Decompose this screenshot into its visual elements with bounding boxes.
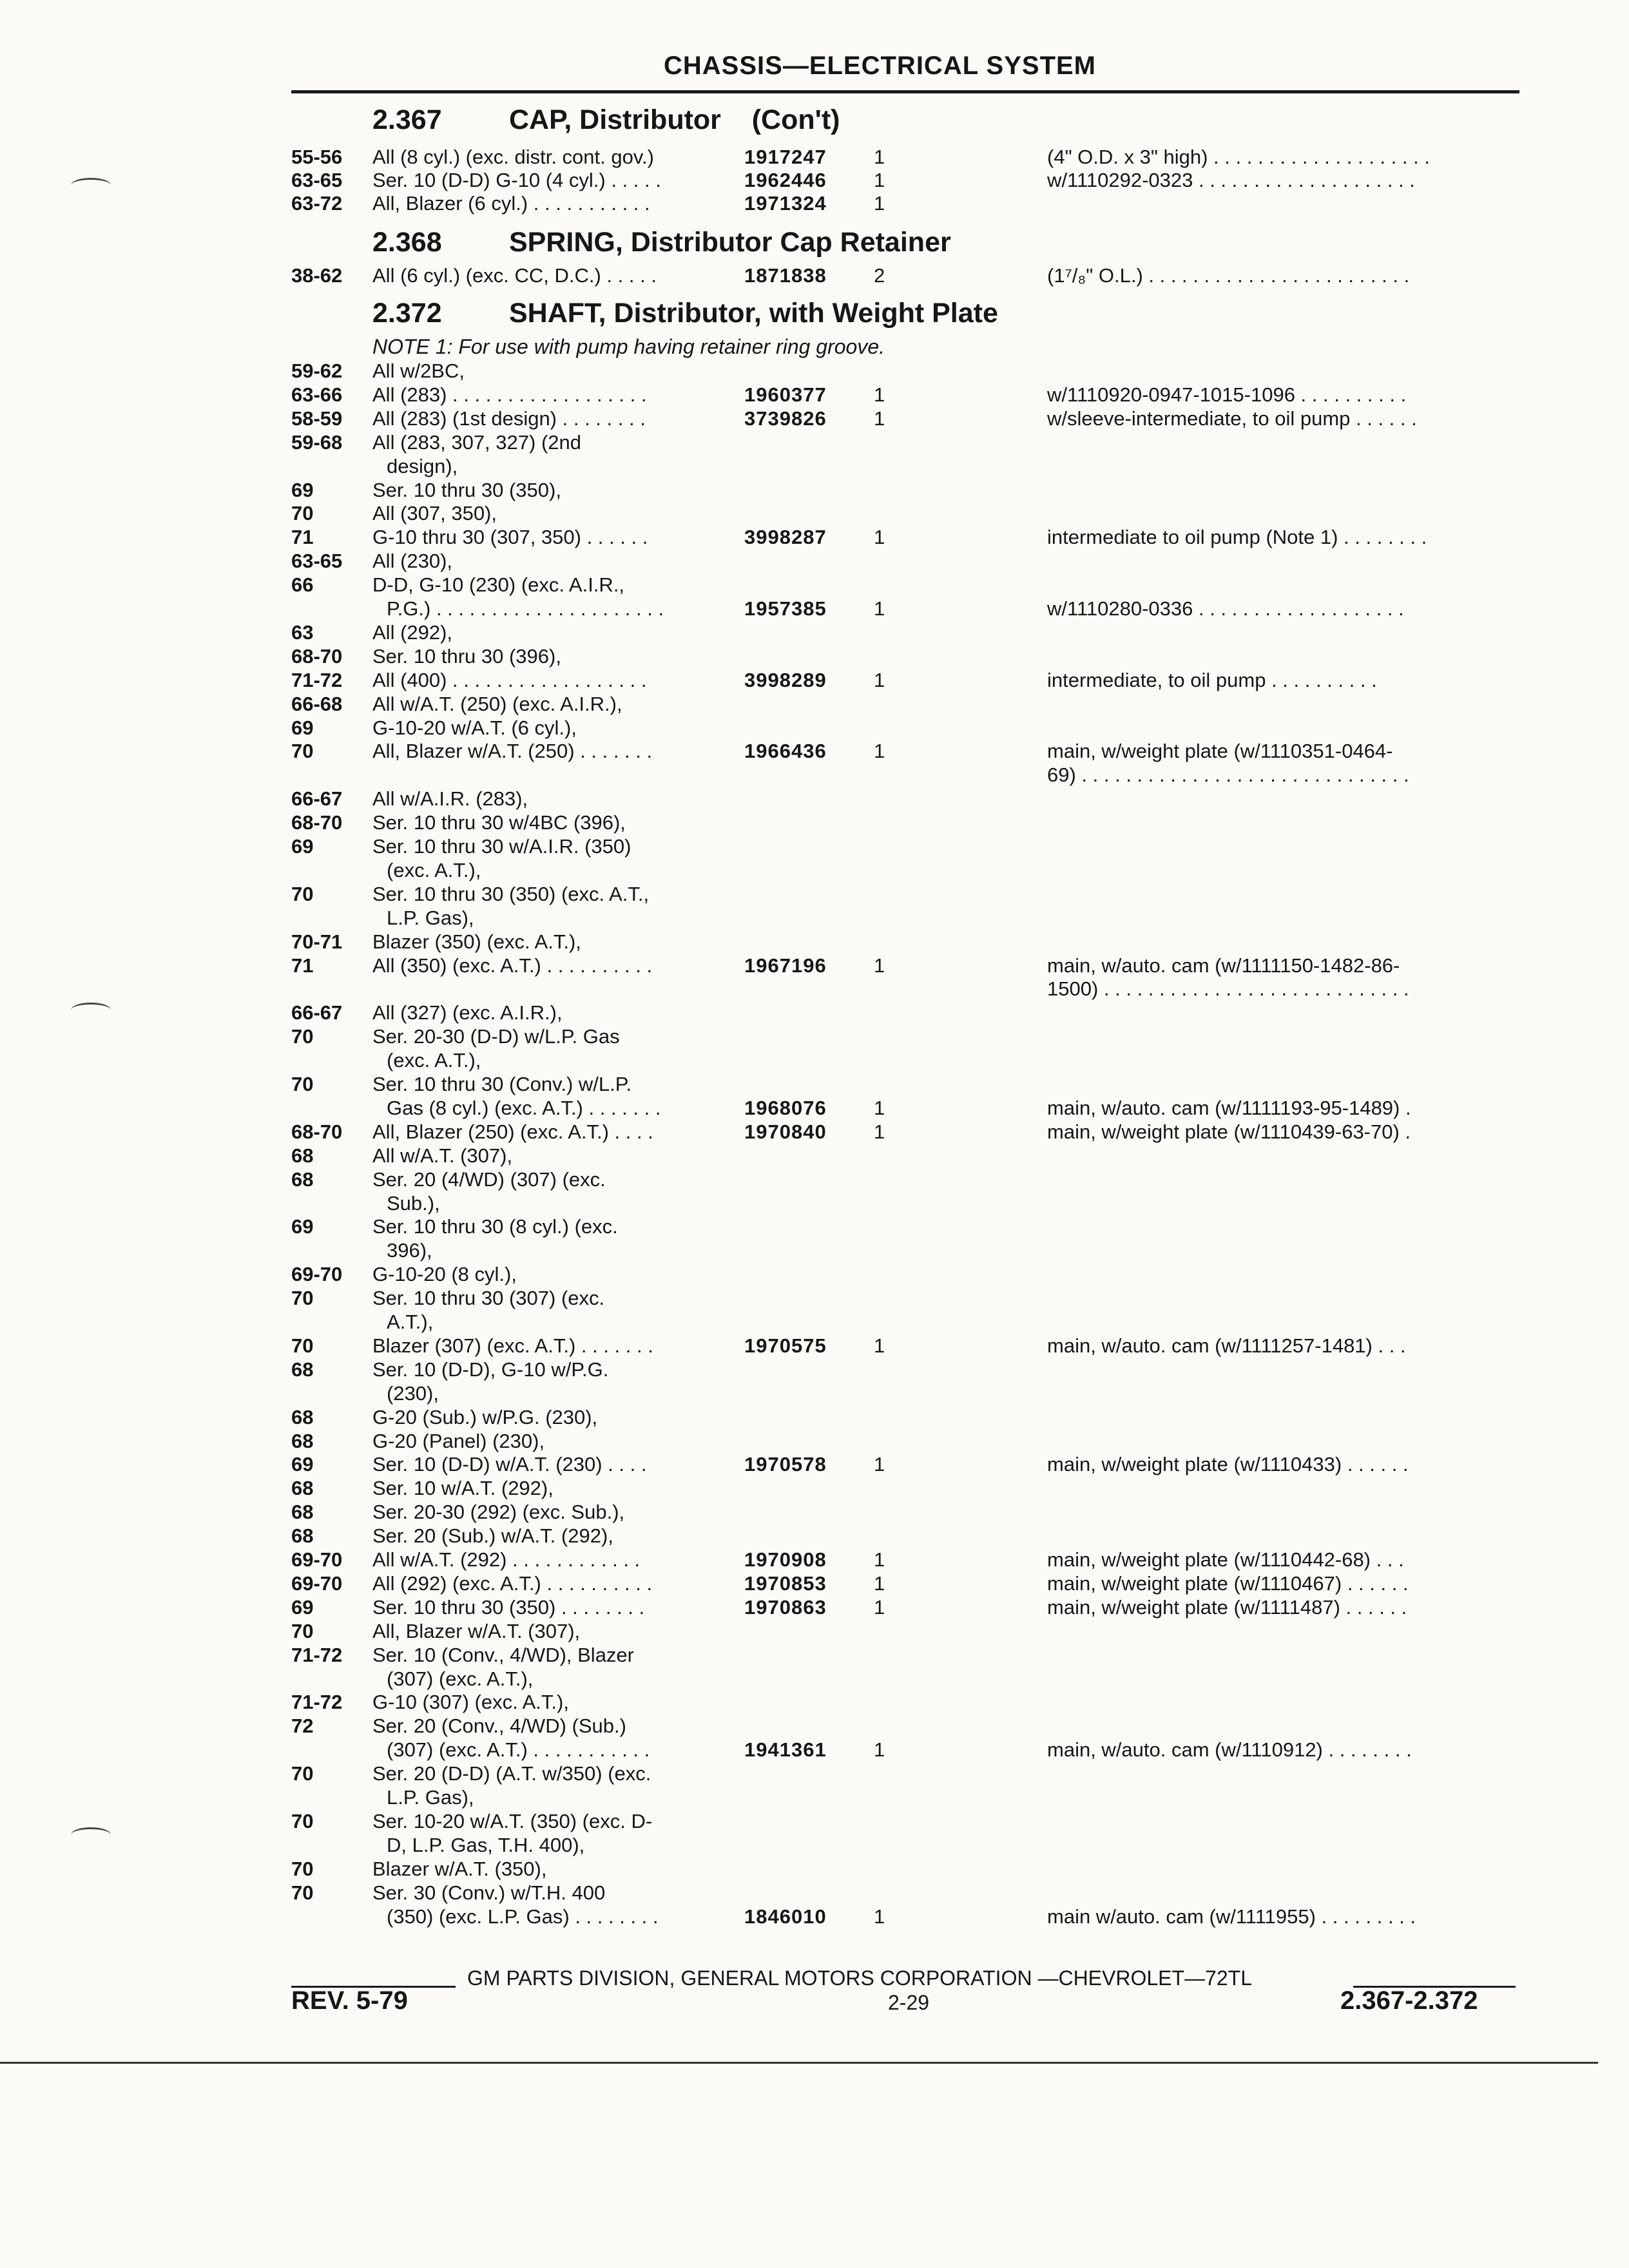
model-years: 71 bbox=[291, 954, 314, 977]
table-row bbox=[0, 1834, 1629, 1857]
description: main, w/auto. cam (w/1111193-95-1489) . bbox=[1047, 1096, 1411, 1119]
model-years: 58-59 bbox=[291, 407, 343, 430]
application: Ser. 10 thru 30 (350) (exc. A.T., bbox=[372, 882, 650, 905]
table-row bbox=[0, 192, 1629, 215]
quantity: 1 bbox=[874, 1905, 885, 1928]
application: All (283, 307, 327) (2nd bbox=[372, 430, 581, 454]
table-row bbox=[0, 1524, 1629, 1548]
table-row bbox=[0, 1715, 1629, 1738]
table-row bbox=[0, 954, 1629, 977]
description: 1500) . . . . . . . . . . . . . . . . . . . . . . . . . . . . bbox=[1047, 977, 1409, 1001]
table-row bbox=[0, 1382, 1629, 1405]
model-years: 69-70 bbox=[291, 1571, 343, 1595]
model-years: 69 bbox=[291, 1215, 314, 1238]
table-row bbox=[0, 1453, 1629, 1476]
model-years: 59-62 bbox=[291, 360, 343, 382]
application: All (292) (exc. A.T.) . . . . . . . . . . bbox=[372, 1571, 653, 1595]
application: (307) (exc. A.T.), bbox=[387, 1667, 534, 1690]
quantity: 1 bbox=[874, 146, 885, 168]
table-row bbox=[0, 455, 1629, 478]
application: Ser. 10-20 w/A.T. (350) (exc. D- bbox=[372, 1809, 653, 1832]
quantity: 1 bbox=[874, 1453, 885, 1476]
application: All w/2BC, bbox=[372, 360, 465, 382]
application: All w/A.T. (292) . . . . . . . . . . . . bbox=[372, 1548, 641, 1571]
page-header-title: CHASSIS—ELECTRICAL SYSTEM bbox=[664, 52, 1096, 80]
model-years: 70 bbox=[291, 1762, 314, 1785]
model-years: 63 bbox=[291, 620, 314, 644]
application: Sub.), bbox=[387, 1191, 440, 1215]
quantity: 1 bbox=[874, 526, 885, 549]
application: G-10-20 (8 cyl.), bbox=[372, 1263, 517, 1286]
description: w/1110280-0336 . . . . . . . . . . . . . . . . . . . bbox=[1047, 597, 1404, 620]
quantity: 1 bbox=[874, 1120, 885, 1143]
description: 69) . . . . . . . . . . . . . . . . . . . . . . . . . . . . . . bbox=[1047, 764, 1409, 787]
table-row bbox=[0, 1905, 1629, 1928]
table-row bbox=[0, 573, 1629, 597]
application: Ser. 10 (D-D), G-10 w/P.G. bbox=[372, 1358, 609, 1381]
model-years: 68 bbox=[291, 1429, 314, 1452]
model-years: 69 bbox=[291, 716, 314, 739]
table-row bbox=[0, 1620, 1629, 1643]
part-number: 1970908 bbox=[744, 1548, 827, 1571]
application: All (283) (1st design) . . . . . . . . bbox=[372, 407, 646, 430]
application: Ser. 10 (D-D) G-10 (4 cyl.) . . . . . bbox=[372, 169, 661, 191]
table-row bbox=[0, 1810, 1629, 1833]
application: All w/A.T. (307), bbox=[372, 1144, 513, 1167]
table-row bbox=[0, 1477, 1629, 1500]
model-years: 59-68 bbox=[291, 430, 343, 454]
description: main, w/auto. cam (w/1111150-1482-86- bbox=[1047, 954, 1400, 977]
application: Ser. 20 (4/WD) (307) (exc. bbox=[372, 1168, 606, 1191]
application: (exc. A.T.), bbox=[387, 1049, 481, 1072]
part-number: 1962446 bbox=[744, 169, 827, 191]
application: A.T.), bbox=[387, 1311, 434, 1333]
part-number: 1871838 bbox=[744, 264, 827, 287]
application: Ser. 10 thru 30 w/A.I.R. (350) bbox=[372, 835, 631, 858]
application: Ser. 10 thru 30 (350) . . . . . . . . bbox=[372, 1595, 645, 1619]
model-years: 69 bbox=[291, 1453, 314, 1476]
model-years: 63-65 bbox=[291, 550, 343, 573]
quantity: 1 bbox=[874, 740, 885, 763]
part-number: 1846010 bbox=[744, 1905, 827, 1928]
application: Ser. 10 thru 30 w/4BC (396), bbox=[372, 811, 626, 834]
model-years: 63-72 bbox=[291, 192, 343, 215]
model-years: 70 bbox=[291, 1809, 314, 1832]
table-row bbox=[0, 1881, 1629, 1905]
description: (4" O.D. x 3" high) . . . . . . . . . . . . . . . . . . . . bbox=[1047, 146, 1430, 168]
part-number: 1966436 bbox=[744, 740, 827, 763]
part-number: 3998287 bbox=[744, 526, 827, 549]
table-row bbox=[0, 1358, 1629, 1381]
table-row bbox=[0, 1049, 1629, 1072]
part-number: 1971324 bbox=[744, 192, 827, 215]
application: All (350) (exc. A.T.) . . . . . . . . . . bbox=[372, 954, 653, 977]
table-row bbox=[0, 1025, 1629, 1048]
table-row bbox=[0, 977, 1629, 1001]
punch-hole-mark bbox=[71, 1827, 111, 1842]
application: G-20 (Sub.) w/P.G. (230), bbox=[372, 1405, 598, 1428]
part-number: 1970840 bbox=[744, 1120, 827, 1143]
model-years: 66-67 bbox=[291, 1001, 343, 1024]
model-years: 70 bbox=[291, 1287, 314, 1310]
section-title: SHAFT, Distributor, with Weight Plate bbox=[509, 298, 998, 329]
model-years: 70 bbox=[291, 502, 314, 525]
description: intermediate to oil pump (Note 1) . . . . . . . . bbox=[1047, 526, 1427, 549]
bottom-rule bbox=[0, 2062, 1598, 2064]
revision-label: REV. 5-79 bbox=[291, 1986, 408, 2015]
table-row bbox=[0, 930, 1629, 954]
table-row bbox=[0, 526, 1629, 549]
application: Ser. 10 (Conv., 4/WD), Blazer bbox=[372, 1643, 634, 1666]
application: G-10 (307) (exc. A.T.), bbox=[372, 1691, 569, 1714]
table-row bbox=[0, 1406, 1629, 1429]
section-title: SPRING, Distributor Cap Retainer bbox=[509, 227, 951, 258]
table-row bbox=[0, 1001, 1629, 1024]
table-row bbox=[0, 1287, 1629, 1310]
table-row bbox=[0, 1144, 1629, 1168]
table-row bbox=[0, 1239, 1629, 1262]
application: Blazer (350) (exc. A.T.), bbox=[372, 930, 581, 953]
table-row bbox=[0, 597, 1629, 620]
application: Gas (8 cyl.) (exc. A.T.) . . . . . . . bbox=[387, 1096, 661, 1119]
model-years: 69-70 bbox=[291, 1548, 343, 1571]
application: P.G.) . . . . . . . . . . . . . . . . . . . . . bbox=[387, 597, 664, 620]
part-number: 1917247 bbox=[744, 146, 827, 168]
application: 396), bbox=[387, 1239, 432, 1262]
model-years: 68 bbox=[291, 1405, 314, 1428]
model-years: 66-67 bbox=[291, 787, 343, 811]
table-row bbox=[0, 1667, 1629, 1691]
section-number: 2.368 bbox=[372, 227, 442, 258]
description: w/sleeve-intermediate, to oil pump . . . . . . bbox=[1047, 407, 1417, 430]
description: main, w/weight plate (w/1111487) . . . . . . bbox=[1047, 1595, 1407, 1619]
table-row bbox=[0, 716, 1629, 740]
model-years: 68 bbox=[291, 1477, 314, 1500]
model-years: 68 bbox=[291, 1168, 314, 1191]
application: Ser. 10 thru 30 (307) (exc. bbox=[372, 1287, 605, 1310]
application: All (6 cyl.) (exc. CC, D.C.) . . . . . bbox=[372, 264, 657, 287]
note-1: NOTE 1: For use with pump having retainer ring groove. bbox=[372, 335, 885, 358]
punch-hole-mark bbox=[71, 178, 111, 193]
model-years: 68 bbox=[291, 1144, 314, 1167]
model-years: 63-65 bbox=[291, 169, 343, 191]
table-row bbox=[0, 1548, 1629, 1571]
application: Ser. 30 (Conv.) w/T.H. 400 bbox=[372, 1881, 606, 1904]
application: All w/A.T. (250) (exc. A.I.R.), bbox=[372, 692, 622, 715]
model-years: 71-72 bbox=[291, 668, 343, 691]
part-number: 1957385 bbox=[744, 597, 827, 620]
quantity: 1 bbox=[874, 169, 885, 191]
application: Ser. 10 thru 30 (8 cyl.) (exc. bbox=[372, 1215, 618, 1238]
description: main, w/auto. cam (w/1110912) . . . . . . . . bbox=[1047, 1738, 1412, 1762]
application: G-10-20 w/A.T. (6 cyl.), bbox=[372, 716, 577, 739]
table-row bbox=[0, 169, 1629, 192]
table-row bbox=[0, 1596, 1629, 1619]
section-range: 2.367-2.372 bbox=[1340, 1986, 1478, 2015]
model-years: 71 bbox=[291, 526, 314, 549]
table-row bbox=[0, 1311, 1629, 1334]
table-row bbox=[0, 479, 1629, 502]
application: Ser. 20 (D-D) (A.T. w/350) (exc. bbox=[372, 1762, 651, 1785]
model-years: 69 bbox=[291, 1595, 314, 1619]
application: All (292), bbox=[372, 620, 453, 644]
model-years: 71-72 bbox=[291, 1691, 343, 1714]
model-years: 70 bbox=[291, 1857, 314, 1880]
table-row bbox=[0, 146, 1629, 169]
model-years: 69 bbox=[291, 835, 314, 858]
table-row bbox=[0, 883, 1629, 906]
application: All, Blazer (6 cyl.) . . . . . . . . . . . bbox=[372, 192, 650, 215]
quantity: 1 bbox=[874, 192, 885, 215]
quantity: 1 bbox=[874, 1548, 885, 1571]
part-number: 1970575 bbox=[744, 1334, 827, 1357]
table-row bbox=[0, 693, 1629, 716]
part-number: 1968076 bbox=[744, 1096, 827, 1119]
description: w/1110920-0947-1015-1096 . . . . . . . . . . bbox=[1047, 383, 1407, 406]
part-number: 3739826 bbox=[744, 407, 827, 430]
table-row bbox=[0, 907, 1629, 930]
table-row bbox=[0, 1120, 1629, 1144]
model-years: 70 bbox=[291, 1073, 314, 1095]
quantity: 1 bbox=[874, 597, 885, 620]
application: Ser. 10 (D-D) w/A.T. (230) . . . . bbox=[372, 1453, 647, 1476]
application: L.P. Gas), bbox=[387, 1786, 474, 1809]
application: G-10 thru 30 (307, 350) . . . . . . bbox=[372, 526, 648, 549]
part-number: 1941361 bbox=[744, 1738, 827, 1762]
application: All (327) (exc. A.I.R.), bbox=[372, 1001, 563, 1024]
table-row bbox=[0, 1215, 1629, 1238]
table-row bbox=[0, 1334, 1629, 1358]
model-years: 70 bbox=[291, 1025, 314, 1048]
application: All (400) . . . . . . . . . . . . . . . . . . bbox=[372, 668, 647, 691]
model-years: 70 bbox=[291, 1881, 314, 1904]
table-row bbox=[0, 740, 1629, 763]
header-rule bbox=[291, 90, 1519, 93]
table-row bbox=[0, 383, 1629, 407]
application: (350) (exc. L.P. Gas) . . . . . . . . bbox=[387, 1905, 659, 1928]
table-row bbox=[0, 764, 1629, 787]
section-number: 2.372 bbox=[372, 298, 442, 329]
table-row bbox=[0, 264, 1629, 287]
application: D-D, G-10 (230) (exc. A.I.R., bbox=[372, 573, 625, 597]
table-row bbox=[0, 1168, 1629, 1191]
model-years: 55-56 bbox=[291, 146, 343, 168]
description: main, w/weight plate (w/1110433) . . . . . . bbox=[1047, 1453, 1409, 1476]
model-years: 38-62 bbox=[291, 264, 343, 287]
section-title: CAP, Distributor (Con't) bbox=[509, 104, 840, 135]
quantity: 1 bbox=[874, 1096, 885, 1119]
model-years: 68 bbox=[291, 1524, 314, 1548]
punch-hole-mark bbox=[71, 1003, 111, 1017]
part-number: 1970863 bbox=[744, 1595, 827, 1619]
application: Ser. 20 (Conv., 4/WD) (Sub.) bbox=[372, 1715, 626, 1738]
table-row bbox=[0, 1858, 1629, 1881]
model-years: 68 bbox=[291, 1358, 314, 1381]
part-number: 3998289 bbox=[744, 668, 827, 691]
table-row bbox=[0, 550, 1629, 573]
page-number: 2-29 bbox=[888, 1991, 930, 2014]
table-row bbox=[0, 1430, 1629, 1453]
application: Ser. 20-30 (D-D) w/L.P. Gas bbox=[372, 1025, 620, 1048]
quantity: 1 bbox=[874, 954, 885, 977]
quantity: 1 bbox=[874, 1738, 885, 1762]
table-row bbox=[0, 502, 1629, 525]
section-heading-2-372 bbox=[372, 298, 998, 329]
application: All, Blazer w/A.T. (307), bbox=[372, 1619, 581, 1642]
table-row bbox=[0, 811, 1629, 834]
application: L.P. Gas), bbox=[387, 906, 474, 929]
table-row bbox=[0, 407, 1629, 430]
application: G-20 (Panel) (230), bbox=[372, 1429, 545, 1452]
application: design), bbox=[387, 454, 458, 477]
table-row bbox=[0, 1786, 1629, 1809]
application: Blazer (307) (exc. A.T.) . . . . . . . bbox=[372, 1334, 653, 1357]
quantity: 1 bbox=[874, 668, 885, 691]
description: (1⁷/₈" O.L.) . . . . . . . . . . . . . . . . . . . . . . . . bbox=[1047, 264, 1410, 287]
model-years: 70 bbox=[291, 1619, 314, 1642]
model-years: 68 bbox=[291, 1501, 314, 1524]
model-years: 70-71 bbox=[291, 930, 343, 953]
quantity: 1 bbox=[874, 1595, 885, 1619]
table-row bbox=[0, 1263, 1629, 1286]
description: w/1110292-0323 . . . . . . . . . . . . . . . . . . . . bbox=[1047, 169, 1415, 191]
part-number: 1970853 bbox=[744, 1571, 827, 1595]
section-number: 2.367 bbox=[372, 104, 442, 135]
model-years: 68-70 bbox=[291, 1120, 343, 1143]
model-years: 66-68 bbox=[291, 692, 343, 715]
description: main, w/weight plate (w/1110439-63-70) . bbox=[1047, 1120, 1411, 1143]
model-years: 70 bbox=[291, 882, 314, 905]
table-row bbox=[0, 1762, 1629, 1785]
model-years: 70 bbox=[291, 740, 314, 763]
table-row bbox=[0, 621, 1629, 644]
application: D, L.P. Gas, T.H. 400), bbox=[387, 1833, 585, 1856]
application: All (283) . . . . . . . . . . . . . . . . . . bbox=[372, 383, 647, 406]
model-years: 63-66 bbox=[291, 383, 343, 406]
table-row bbox=[0, 1192, 1629, 1215]
model-years: 71-72 bbox=[291, 1643, 343, 1666]
model-years: 68-70 bbox=[291, 644, 343, 668]
description: main, w/weight plate (w/1110467) . . . . . . bbox=[1047, 1571, 1409, 1595]
application: (exc. A.T.), bbox=[387, 858, 481, 881]
description: main, w/weight plate (w/1110442-68) . . . bbox=[1047, 1548, 1404, 1571]
table-row bbox=[0, 787, 1629, 811]
application: Ser. 10 w/A.T. (292), bbox=[372, 1477, 554, 1500]
application: All (307, 350), bbox=[372, 502, 497, 525]
application: (230), bbox=[387, 1381, 439, 1405]
application: All w/A.I.R. (283), bbox=[372, 787, 528, 811]
table-row bbox=[0, 645, 1629, 668]
section-heading-2-368 bbox=[372, 227, 951, 258]
quantity: 1 bbox=[874, 1334, 885, 1357]
footer-publisher: GM PARTS DIVISION, GENERAL MOTORS CORPORATION —CHEVROLET—72TL bbox=[467, 1966, 1252, 1990]
table-row bbox=[0, 360, 1629, 383]
application: All (230), bbox=[372, 550, 453, 573]
model-years: 68-70 bbox=[291, 811, 343, 834]
table-row bbox=[0, 835, 1629, 858]
application: (307) (exc. A.T.) . . . . . . . . . . . bbox=[387, 1738, 650, 1762]
application: Ser. 20 (Sub.) w/A.T. (292), bbox=[372, 1524, 613, 1548]
part-number: 1970578 bbox=[744, 1453, 827, 1476]
quantity: 1 bbox=[874, 407, 885, 430]
model-years: 70 bbox=[291, 1334, 314, 1357]
quantity: 1 bbox=[874, 1571, 885, 1595]
application: Ser. 10 thru 30 (Conv.) w/L.P. bbox=[372, 1073, 632, 1095]
model-years: 72 bbox=[291, 1715, 314, 1738]
application: Blazer w/A.T. (350), bbox=[372, 1857, 547, 1880]
model-years: 69 bbox=[291, 478, 314, 501]
table-row bbox=[0, 1644, 1629, 1667]
table-row bbox=[0, 669, 1629, 692]
application: Ser. 10 thru 30 (396), bbox=[372, 644, 561, 668]
application: Ser. 20-30 (292) (exc. Sub.), bbox=[372, 1501, 625, 1524]
description: main, w/auto. cam (w/1111257-1481) . . . bbox=[1047, 1334, 1406, 1357]
part-number: 1967196 bbox=[744, 954, 827, 977]
quantity: 2 bbox=[874, 264, 885, 287]
table-row bbox=[0, 431, 1629, 454]
table-row bbox=[0, 859, 1629, 882]
application: Ser. 10 thru 30 (350), bbox=[372, 478, 561, 501]
section-heading-2-367 bbox=[372, 104, 840, 136]
table-row bbox=[0, 1501, 1629, 1524]
table-row bbox=[0, 1073, 1629, 1096]
model-years: 66 bbox=[291, 573, 314, 597]
quantity: 1 bbox=[874, 383, 885, 406]
application: All, Blazer (250) (exc. A.T.) . . . . bbox=[372, 1120, 653, 1143]
table-row bbox=[0, 1691, 1629, 1714]
part-number: 1960377 bbox=[744, 383, 827, 406]
description: main, w/weight plate (w/1110351-0464- bbox=[1047, 740, 1393, 763]
model-years: 69-70 bbox=[291, 1263, 343, 1286]
application: All, Blazer w/A.T. (250) . . . . . . . bbox=[372, 740, 653, 763]
table-row bbox=[0, 1097, 1629, 1120]
application: All (8 cyl.) (exc. distr. cont. gov.) bbox=[372, 146, 654, 168]
table-row bbox=[0, 1572, 1629, 1595]
table-row bbox=[0, 1738, 1629, 1762]
description: intermediate, to oil pump . . . . . . . . . . bbox=[1047, 668, 1377, 691]
description: main w/auto. cam (w/1111955) . . . . . . . . . bbox=[1047, 1905, 1416, 1928]
